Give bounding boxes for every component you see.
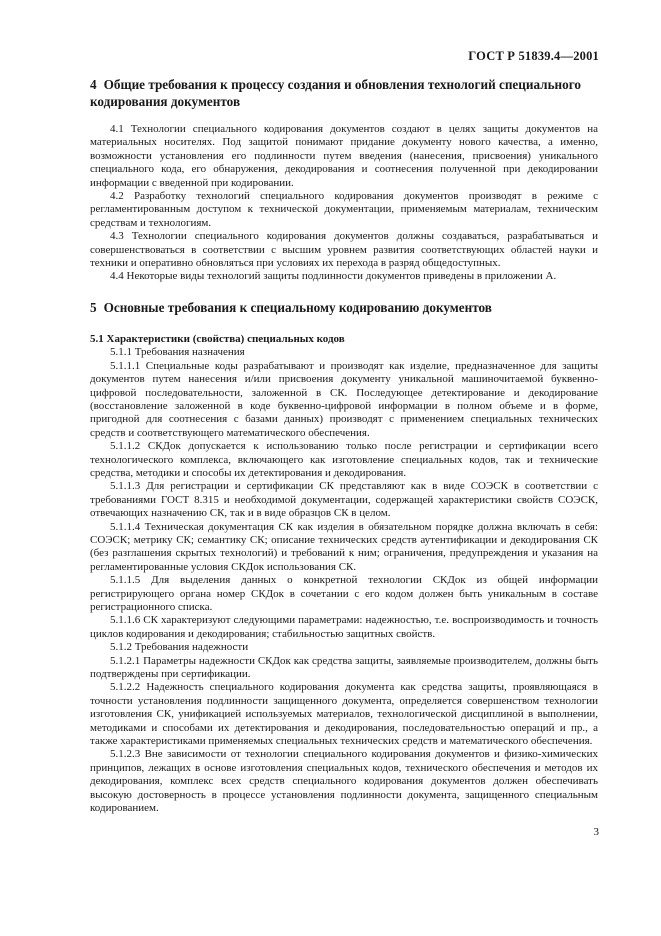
paragraph-5-1-1-4: 5.1.1.4 Техническая документация СК как изделия в обязательном порядке должна включать в себя: СОЭСК; метрику СК; семантику СК; описание технических средств аутентификации и декодирования СК (без разглашения скрытых технологий) и требований к ним; ограничения, предупреждения и указания на регламентированные условия СКДок использования СК. (90, 520, 598, 573)
paragraph-5-1-1-2: 5.1.1.2 СКДок допускается к использованию только после регистрации и сертификации всего технологического комплекса, включающего как изготовление специальных кодов, так и технические средства, методики и способы их детектирования и декодирования. (90, 440, 598, 479)
page-content (90, 76, 598, 816)
section-5-title: Основные требования к специальному кодированию документов (103, 299, 492, 315)
paragraph-5-1-1-6: 5.1.1.6 СК характеризуют следующими параметрами: надежностью, т.е. воспроизводимость и точность циклов кодирования и декодирования; стабильностью защитных свойств. (90, 614, 598, 640)
paragraph-4-2: 4.2 Разработку технологий специального кодирования документов производят в режиме с регламентированным доступом к технической документации, применяемым материалам, техническим средствам и технологиям. (90, 190, 598, 229)
section-5-number: 5 (90, 299, 97, 315)
paragraph-5-1-2-1: 5.1.2.1 Параметры надежности СКДок как средства защиты, заявляемые производителем, должны быть подтверждены при сертификации. (90, 654, 598, 681)
section-4-number: 4 (90, 77, 97, 92)
page-number: 3 (593, 826, 599, 838)
paragraph-5-1-1: 5.1.1 Требования назначения (110, 346, 245, 359)
document-code: ГОСТ Р 51839.4—2001 (468, 49, 599, 63)
section-5-heading (90, 299, 598, 316)
paragraph-4-1: 4.1 Технологии специального кодирования документов создают в целях защиты документов на материальных носителях. Под защитой понимают придание документу нового качества, а именно, возможности установления его подлинности путем введения (нанесения, присвоения) уникального специального кода, его обнаружения, декодирования и соотнесения полученной при декодировании информации с введенной при кодировании. (90, 123, 598, 189)
paragraph-4-3: 4.3 Технологии специального кодирования документов должны создаваться, разрабатываться и совершенствоваться в соответствии с высшим уровнем развития соответствующих областей науки и техники и оперативно обновляться при условиях их перехода в разряд общедоступных. (90, 230, 598, 270)
paragraph-5-1-1-3: 5.1.1.3 Для регистрации и сертификации СК представляют как в виде СОЭСК в соответствии с требованиями ГОСТ 8.315 и необходимой документации, содержащей характеристики свойств СОЭСК, отвечающих назначению СК, так и в виде образцов СК в целом. (90, 480, 598, 520)
subsection-5-1-heading: 5.1 Характеристики (свойства) специальных кодов (90, 332, 345, 345)
paragraph-5-1-1-5: 5.1.1.5 Для выделения данных о конкретной технологии СКДок из общей информации регистрирующего органа номер СКДок в сочетании с его кодом должен быть уникальным в составе регистрационного списка. (90, 574, 598, 613)
paragraph-4-4: 4.4 Некоторые виды технологий защиты подлинности документов приведены в приложении А. (110, 270, 557, 283)
section-4-title: Общие требования к процессу создания и обновления технологий специального кодирования документов (90, 77, 581, 109)
paragraph-5-1-2-3: 5.1.2.3 Вне зависимости от технологии специального кодирования документов и физико-химических принципов, лежащих в основе изготовления специальных кодов, технического обеспечения и методов их декодирования, комплекс всех средств специального кодирования документов должен обеспечивать высокую достоверность в процессе установления подлинности документа, защищенного специальным кодированием. (90, 748, 598, 815)
paragraph-5-1-2-2: 5.1.2.2 Надежность специального кодирования документа как средства защиты, проявляющаяся в точности установления подлинности защищенного документа, определяется совершенством технологии изготовления СК, унификацией используемых материалов, технологической дисциплиной в выполнении, методиками и способами их детектирования и декодирования, последовательностью операций и пр., а также характеристиками применяемых специальных технических средств и математического обеспечения. (90, 681, 598, 748)
paragraph-5-1-2: 5.1.2 Требования надежности (110, 641, 249, 654)
section-4-heading (90, 76, 598, 110)
paragraph-5-1-1-1: 5.1.1.1 Специальные коды разрабатывают и производят как изделие, предназначенное для защиты документов путем нанесения и/или присвоения документу уникальной машиночитаемой буквенно-цифровой последовательности, заложенной в СК. Последующее детектирование и декодирование (восстановление заложенной в коде буквенно-цифровой информации в полном объеме и в форме, пригодной для соотнесения с базами данных) производят с применением специальных технических средств и соответствующего математического обеспечения. (90, 359, 598, 439)
